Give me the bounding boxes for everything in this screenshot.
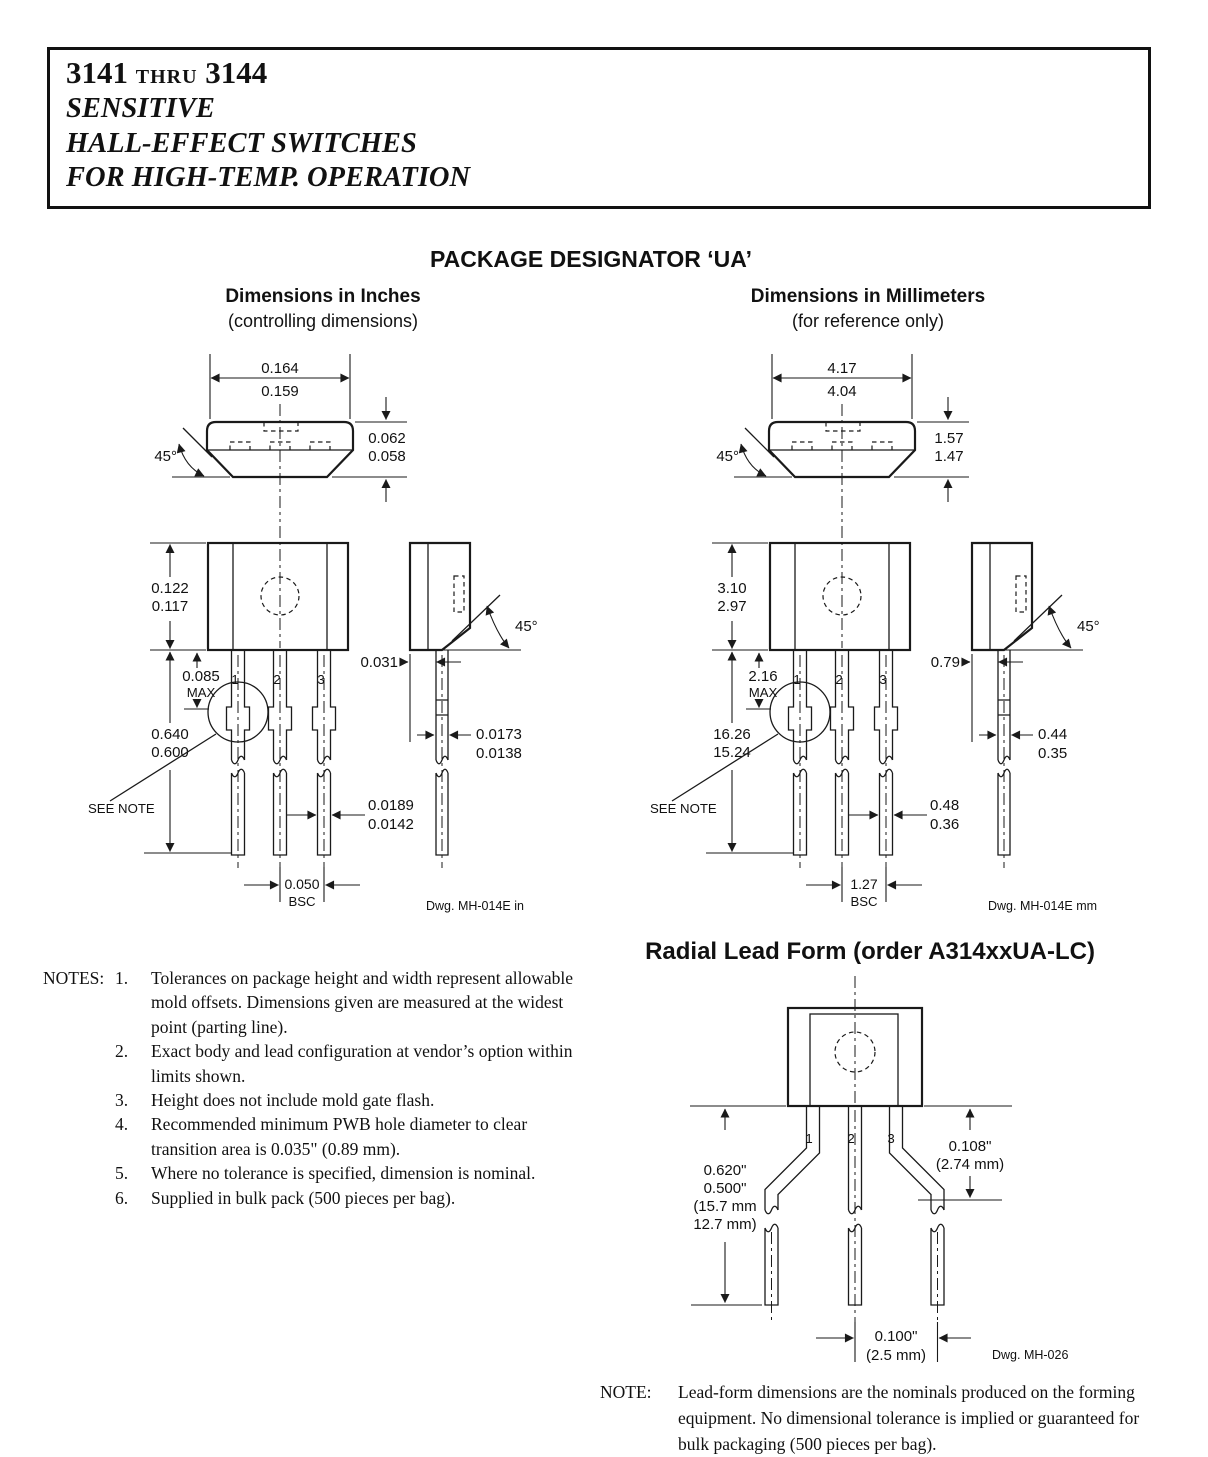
dim-standoff-max: 2.16 <box>748 668 778 685</box>
inches-column-heading <box>123 285 523 333</box>
dim-offset: 0.79 <box>930 654 960 671</box>
dim-lead-length-max: 0.640 <box>151 726 189 743</box>
dim-lead-width-min: 0.0142 <box>368 816 414 833</box>
title-line-high-temp: FOR HIGH-TEMP. OPERATION <box>66 162 471 193</box>
top-view <box>154 354 407 522</box>
dim-top-height-min: 0.058 <box>368 448 406 465</box>
dim-lead-length-max: 16.26 <box>713 726 751 743</box>
radial-body-inner <box>810 1014 898 1106</box>
notes-heading: NOTES: <box>43 968 105 988</box>
package-body-side <box>410 543 470 650</box>
dim-top-height-max: 0.062 <box>368 430 406 447</box>
dim-standoff-qual: MAX <box>186 685 216 700</box>
package-body-side <box>972 543 1032 650</box>
inches-subtitle: (controlling dimensions) <box>227 311 419 331</box>
dim-lead-width-max: 0.0189 <box>368 797 414 814</box>
dim-top-height-min: 1.47 <box>934 448 964 465</box>
dim-bend-in: 0.108" <box>948 1138 992 1155</box>
inches-title: Dimensions in Inches <box>225 286 421 307</box>
note-item-4: 4. Recommended minimum PWB hole diameter to clear transition area is 0.035" (0.89 mm). <box>115 1114 528 1159</box>
package-drawing-millimeters <box>642 340 1182 925</box>
dim-length-in-max: 0.620" <box>703 1162 747 1179</box>
pin-2-label: 2 <box>835 672 843 687</box>
page-title-description <box>66 92 470 196</box>
note-item-6: 6. Supplied in bulk pack (500 pieces per bag). <box>115 1187 456 1208</box>
notes-section <box>43 966 583 1210</box>
note-item-1: 1. Tolerances on package height and width represent allowable mold offsets. Dimensions given are measured at the widest point (parting line). <box>115 968 574 1037</box>
pin-1-label: 1 <box>793 672 801 687</box>
dim-length-in-min: 0.500" <box>703 1180 747 1197</box>
drawing-number: Dwg. MH-026 <box>992 1348 1069 1362</box>
dim-lead-width-min: 0.36 <box>930 816 960 833</box>
dim-top-width-min: 0.159 <box>261 383 299 400</box>
note-item-2: 2. Exact body and lead configuration at vendor’s option within limits shown. <box>115 1041 573 1086</box>
dim-side-angle: 45° <box>1077 618 1100 635</box>
page-title-parts <box>66 55 267 91</box>
dim-top-angle: 45° <box>716 448 739 465</box>
dim-lead-thickness-max: 0.0173 <box>476 726 522 743</box>
dim-lead-thickness-min: 0.35 <box>1038 745 1068 762</box>
footnote <box>600 1379 1158 1457</box>
footnote-label: NOTE: <box>600 1382 652 1402</box>
title-line-hall-effect: HALL-EFFECT SWITCHES <box>66 127 417 159</box>
millimeters-subtitle: (for reference only) <box>791 311 945 331</box>
dim-pitch-qual: BSC <box>288 894 316 909</box>
package-drawing-inches <box>80 340 620 925</box>
dim-pitch-qual: BSC <box>850 894 878 909</box>
dim-length-mm-min: 12.7 mm) <box>693 1216 757 1233</box>
millimeters-title: Dimensions in Millimeters <box>750 286 986 307</box>
part-number-to: 3144 <box>205 55 268 90</box>
dim-radial-length <box>691 1109 762 1305</box>
drawing-number: Dwg. MH-014E in <box>426 899 524 913</box>
thru-label: THRU <box>135 66 198 88</box>
dim-pitch-in: 0.100" <box>874 1328 918 1345</box>
dim-top-width-max: 0.164 <box>261 360 299 377</box>
package-designator-heading: PACKAGE DESIGNATOR ‘UA’ <box>429 246 753 272</box>
dim-standoff-qual: MAX <box>748 685 778 700</box>
millimeters-column-heading <box>668 285 1068 333</box>
note-item-5: 5. Where no tolerance is specified, dimension is nominal. <box>115 1163 536 1184</box>
dim-top-height-max: 1.57 <box>934 430 964 447</box>
pin-2-label: 2 <box>273 672 281 687</box>
dim-lead-thickness-min: 0.0138 <box>476 745 522 762</box>
part-number-from: 3141 <box>66 55 128 90</box>
radial-lead-form-heading: Radial Lead Form (order A314xxUA-LC) <box>645 938 1095 965</box>
pin-3-label: 3 <box>317 672 325 687</box>
dim-lead-width-max: 0.48 <box>930 797 960 814</box>
see-note-label: SEE NOTE <box>650 801 717 816</box>
dim-bend-mm: (2.74 mm) <box>935 1156 1005 1173</box>
dim-pitch-mm: (2.5 mm) <box>866 1347 926 1364</box>
dim-pitch: 1.27 <box>850 876 878 892</box>
front-view <box>88 526 524 913</box>
dim-radial-pitch <box>816 1322 971 1364</box>
top-view <box>716 354 969 522</box>
dim-top-angle: 45° <box>154 448 177 465</box>
dim-body-height-min: 0.117 <box>151 598 189 615</box>
footnote-text: Lead-form dimensions are the nominals produced on the forming equipment. No dimensional tolerance is implied or guaranteed for bulk packaging (500 pieces per bag). <box>678 1382 1140 1454</box>
note-item-3: 3. Height does not include mold gate flash. <box>115 1090 435 1111</box>
radial-lead-form-drawing <box>640 970 1080 1370</box>
pin-1-label: 1 <box>231 672 239 687</box>
dim-top-width-max: 4.17 <box>827 360 857 377</box>
radial-lead-3 <box>890 1106 945 1322</box>
dim-lead-thickness-max: 0.44 <box>1038 726 1068 743</box>
dim-offset: 0.031 <box>360 654 398 671</box>
dim-lead-length-min: 15.24 <box>713 744 751 761</box>
dim-body-height-max: 0.122 <box>151 580 189 597</box>
dim-length-mm-max: (15.7 mm <box>693 1198 757 1215</box>
see-note-label: SEE NOTE <box>88 801 155 816</box>
pin-1-label: 1 <box>805 1131 813 1146</box>
dim-body-height-max: 3.10 <box>717 580 747 597</box>
dim-lead-length-min: 0.600 <box>151 744 189 761</box>
pin-3-label: 3 <box>879 672 887 687</box>
dim-top-width-min: 4.04 <box>827 383 857 400</box>
pin-2-label: 2 <box>847 1131 855 1146</box>
dim-body-height-min: 2.97 <box>717 598 747 615</box>
dim-pitch: 0.050 <box>284 876 320 892</box>
pin-3-label: 3 <box>887 1131 895 1146</box>
drawing-number: Dwg. MH-014E mm <box>988 899 1098 913</box>
dim-side-angle: 45° <box>515 618 538 635</box>
dim-standoff-max: 0.085 <box>182 668 220 685</box>
front-view <box>650 526 1097 913</box>
dim-radial-bend <box>918 1109 1004 1200</box>
title-line-sensitive: SENSITIVE <box>66 93 215 124</box>
